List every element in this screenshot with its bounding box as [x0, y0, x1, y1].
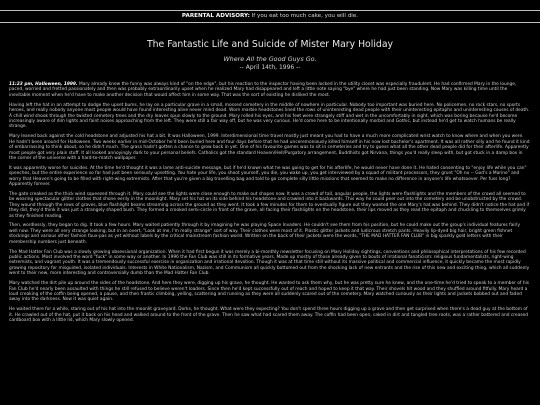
advisory-label: PARENTAL ADVISORY: [181, 13, 250, 19]
story-date: -- April 14th, 1996 -- [239, 64, 301, 71]
story-paragraph: Then, wordlessly, they began to dig. It took a few hours. Mary waited patiently through it by imagining he was playing Space Invaders. He couldn't see them from his position, but he could make out the group's individual features fairly well now. They were all very strange looking, but in an overt, "Look at me, I'm really strange" sort of way. Their clothes were most of it. Plastic glitter jackets and ludicrous stretch pants. Heavily lip-dyed big hair, bright green fishnet stockings and various other fashion faux-pas as yet without labels by the critical mainstream fashion world. Written on the back of their jackets were the words, "THE MAD HATTER FAN CLUB" in big sparkly gold letters with their membership numbers just beneath. [9, 223, 521, 245]
story-paragraph: The Mad Hatter Fan Club was a slowly growing obsessional organization. When it had first begun it was merely a bi-monthly newsletter focusing on Mary Holiday sightings, conventions and philosophical interpretations of his few recorded public actions. Most involved the word "fuck" in some way or another. In 1996 the Fan Club was still in its formative years. Made up mostly of those already given to bouts of irrational fanaticism: religious fundamentalists, right-wing extremists, and vagrant youth. It was a tremendously successful exercise in organization and irrational devotion. Though it was at that time still without its massive political and commercial influence, it quickly became the most rapidly growing repository for misguided, isolated individuals. Interests in White Nationalism, Nazism, and Communism all quickly bottomed out from the shocking lack of new entrants and the rise of this new and exciting thing, which all suddenly went to their new, more interesting and controversially dumb than the Mad Hatter Fan Club. [9, 249, 530, 277]
story-title: The Fantastic Life and Suicide of Mister Mary Holiday [146, 39, 394, 50]
story-paragraph: The gate creaked as the thick wind squeezed through it. Mary could see the lights were close enough to make out shapes now. It was a crowd of tall, angular people, the lights were flashlights and the members of the crowd all seemed to be wearing spectacular glitter clothes that shone eerily in the moonlight. Mary set his hat on its side behind his headstone and crawled into it backwards. This way he could peer out into the cemetery and be unobstructed by the crowd. They wound through the rows of graves, blue flashlight beams streaming across the ground as they went. It took a few minutes for them to eventually figure out they wanted the one Mary's hat was behind. They didn't notice the hat and if they did, they'd think it was just a strangely shaped bush. They formed a crooked semi-circle in front of the grave, all facing their flashlights on the headstone, their lips moved as they read the epitaph and chuckling to themselves grimly as they finished reading. [9, 191, 530, 219]
story-paragraph: Mary watched the dirt pile up around the sides of the headstone. And here they were, digging up his grave, he thought. He wanted to ask them why, but he was pretty sure he knew, and the one-time he'd tried to speak to a member of his Fan Club he'd nearly been assaulted with things he still refused to believe weren't loaders. Since then he'd kept successfully out of reach and hoped to keep it that way. Their shovels hit wood and they shuffled around fitfully. Mary heard a loud creaking of the coffin being opened, a pause, and then frantic climbing, yelling, scattering and running as they were all suddenly scared out of the cemetery. Mary watched curiously as their lights and jackets bobbed out and faded away into the darkness. Now it was quiet again. [9, 281, 530, 303]
story-paragraph: Having left the hat in an attempt to dodge the upset bums, he lay on a particular grave in a small, mossed cemetery in the middle of nowhere in particular. Nobody too important was buried here. No policemen, no rock stars, no sports heroes, and really nobody anyone most people would have found interesting alive never mind dead. Worn marble headstones lined the rows of uninteresting dead people with their uninteresting epitaphs and uninteresting causes of death. A chill wind shook through the twisted cemetery trees and the dry leaves spun slowly to the ground. Mary rolled his eyes, and his feet were strangely stiff and wet in the uncomfortably in sight, which was boring because he'd become increasingly aware of dim lights and faint noises approaching from the left. They were still a fair way off, but he was very curious. He'd come here to be intentionally morbid and Gothic, but instead he'd get to watch humans be really strange. [9, 102, 530, 130]
story-paragraph [9, 82, 530, 98]
story-paragraph: Mary leaned back against the cold headstone and adjusted his hat a bit. It was Halloween, 1999. Interdimensional time travel mostly just meant you had to have a much more complicated wrist watch to know where and when you were. He hadn't been around for Halloween. Two weeks earlier in mid-October he'd been buried here and four days before that he had unceremoniously killed himself in his now lost bachelor's apartment. It was all rather silly and he found it kind of embarrassing to think about, so he didn't much. The grass hadn't gotten a chance to grow back in yet. One of his favourite games was to sit in cemeteries and try to guess what all the other dead people did for their afterlife. Apparently most people got very plain stuff. It all looked annoyingly dark to your personal beliefs. Catholics got the standard Heaven/Hell/Purgatory arrangement, Buddhists got Nirvana, things you'd really sleep with, but got stuck in a damp box in the corner of the universe with a hard-to-match wallpaper. [9, 134, 530, 162]
story-paragraph: He waited there for a while, staring out of his hat into the moonlit graveyard. Dorks, he thought. What were they expecting? You don't spend three hours digging up a grave and then get surprised when there's a dead guy at the bottom of it. He crawled out of the hat, put it back on his head and walked around to the front of the grave. Then he saw what had scared them away. The coffin had been open, caked in dirt and tangled tree roots, was a rather battered and creased cardboard box with a little lid, which Mary slowly opened. [9, 307, 528, 324]
story-paragraph-text: Mary already knew the funny was always kind of "on the edge", but his reaction to the inspector having been locked in the utility closet was especially fraudulent. He had confirmed Mary in the lounge, paced, worried and fretted passionately and then was probably extraordinarily upset when he realized Mary had disappeared and left a little note saying "bye" where he had just been standing. Now Mary was killing time until the inevitable moment when he'd have to make another decision that would affect him in some way. That was the sort of existing he disliked the most. [9, 82, 517, 98]
parental-advisory-banner [0, 10, 540, 23]
story-lead-heading: 11:23 pm, Halloween, 1999. [9, 82, 78, 87]
story-paragraph: It was apparently worse for suicides. At the time he'd thought it was a lame anti-suicide message, but if he'd known what he was going to get for his afterlife, he would never have done it. He hated consenting to "enjoy life while you can" speeches, but the entire experience so far had just been seriously upsetting. You hate your life, you shoot yourself, you die, you wake up, you get interviewed by a squad of militant processors, they grunt "Oh no -- God's a Marine" and worry that Heaven's going to be filled with right-wing extremists. After that you're given a big travelling bag and told to go complete silly little missions that seemed to make no difference in anyone's life whatsoever. Per fuss long? Apparently forever. [9, 165, 527, 188]
story-body [9, 82, 530, 324]
advisory-text: If you eat too much cake, you will die. [251, 13, 359, 19]
story-subtitle: Where All the Good Guys Go. [223, 55, 317, 63]
